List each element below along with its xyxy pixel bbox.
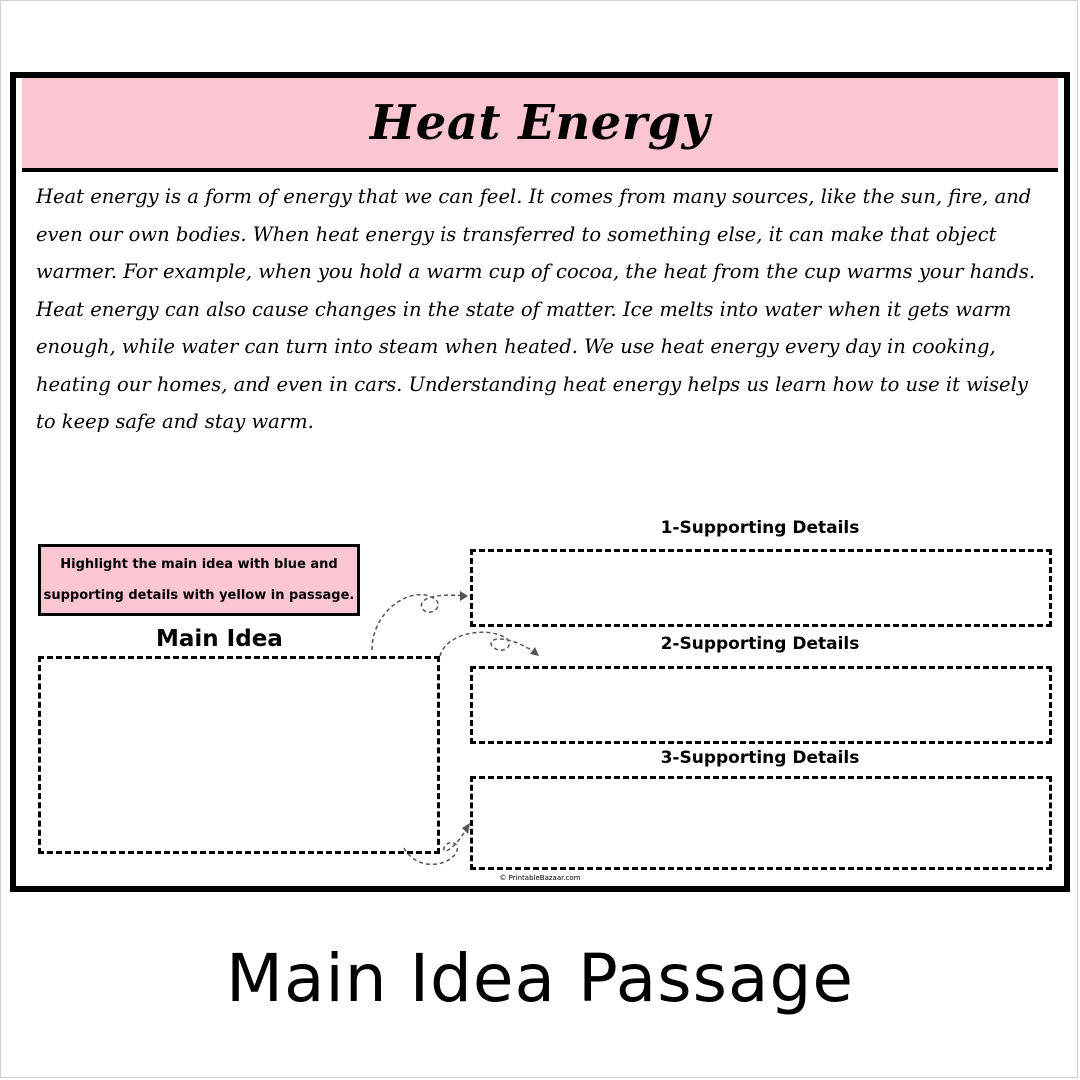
instruction-text <box>44 549 355 611</box>
supporting-detail-2-box[interactable] <box>470 666 1052 744</box>
caption-text: Main Idea Passage <box>226 940 854 1017</box>
instruction-line-1: Highlight the main idea with blue and <box>60 557 338 572</box>
supporting-detail-3-label: 3-Supporting Details <box>660 748 860 768</box>
arrowhead-3 <box>462 823 470 834</box>
worksheet <box>10 72 1070 892</box>
passage-text: Heat energy is a form of energy that we can feel. It comes from many sources, like the sun, fire, and even our own bodies. When heat energy is transferred to something else, it can make that object warmer. For example, when you hold a warm cup of cocoa, the heat from the cup warms your hands. Heat energy can also cause changes in the state of matter. Ice melts into water when it gets warm enough, while water can turn into steam when heated. We use heat energy every day in cooking, heating our homes, and even in cars. Understanding heat energy helps us learn how to use it wisely to keep safe and stay warm. <box>36 185 1036 433</box>
copyright-text: © PrintableBazaar.com <box>499 874 581 882</box>
arrow-to-detail-1 <box>372 595 466 650</box>
arrowhead-1 <box>460 591 468 601</box>
supporting-detail-1-box[interactable] <box>470 549 1052 627</box>
supporting-detail-2-label: 2-Supporting Details <box>660 634 860 654</box>
supporting-detail-1-label: 1-Supporting Details <box>660 518 860 538</box>
title-bar <box>22 78 1058 172</box>
main-idea-label: Main Idea <box>156 626 283 652</box>
instruction-line-2: supporting details with yellow in passage. <box>43 588 355 603</box>
worksheet-title: Heat Energy <box>369 95 711 151</box>
main-idea-box[interactable] <box>38 656 440 854</box>
supporting-detail-3-box[interactable] <box>470 776 1052 870</box>
instruction-box <box>38 544 360 616</box>
